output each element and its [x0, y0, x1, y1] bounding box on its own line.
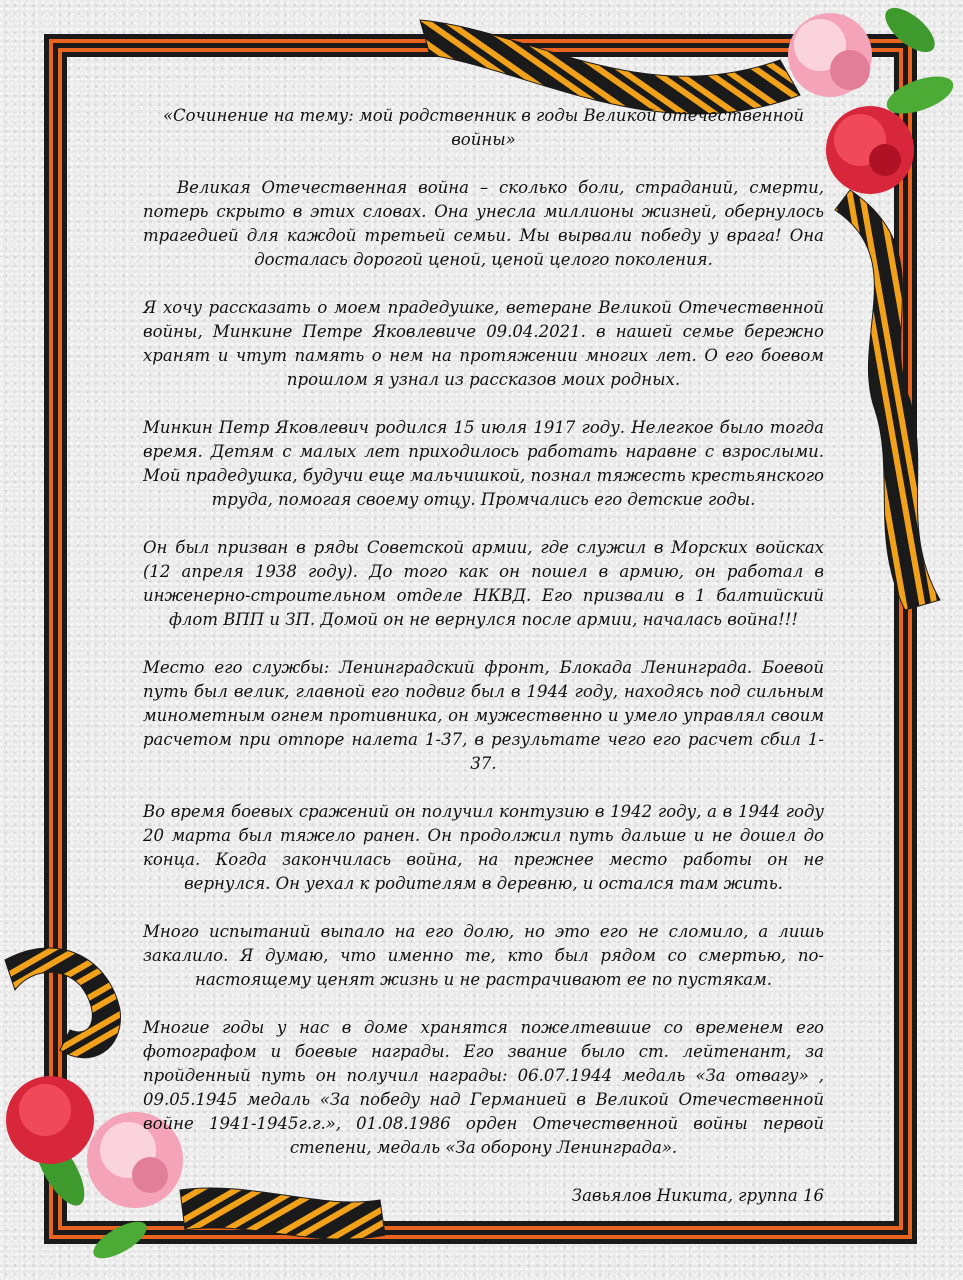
essay-paragraph: Место его службы: Ленинградский фронт, Блокада Ленинграда. Боевой путь был велик, главной его подвиг был в 1944 году, находясь под сильным минометным огнем противника, он мужественно и умело управлял своим расчетом при отпоре налета 1-37, в результате чего его расчет сбил 1-37. [143, 658, 824, 773]
essay-title: «Сочинение на тему: мой родственник в годы Великой отечественной войны» [162, 106, 805, 149]
essay-paragraph: Минкин Петр Яковлевич родился 15 июля 1917 году. Нелегкое было тогда время. Детям с малых лет приходилось работать наравне с взрослыми. Мой прадедушка, будучи еще мальчишкой, познал тяжесть крестьянского труда, помогая своему отцу. Промчались его детские годы. [143, 418, 824, 509]
essay-body [143, 104, 824, 1232]
carnation-icon [826, 106, 914, 194]
essay-paragraph: Великая Отечественная война – сколько боли, страданий, смерти, потерь скрыто в этих словах. Она унесла миллионы жизней, обернулось трагедией для каждой третьей семьи. Мы вырвали победу у врага! Она досталась дорогой ценой, ценой целого поколения. [143, 178, 824, 269]
essay-signature: Завьялов Никита, группа 16 [571, 1186, 824, 1205]
essay-paragraph: Он был призван в ряды Советской армии, где служил в Морских войсках (12 апреля 1938 году). До того как он пошел в армию, он работал в инженерно-строительном отделе НКВД. Его призвали в 1 балтийский флот ВПП и ЗП. Домой он не вернулся после армии, началась война!!! [143, 538, 824, 629]
essay-paragraph: Во время боевых сражений он получил контузию в 1942 году, а в 1944 году 20 марта был тяжело ранен. Он продолжил путь дальше и не дошел до конца. Когда закончилась война, на прежнее место работы он не вернулся. Он уехал к родителям в деревню, и остался там жить. [143, 802, 824, 893]
carnation-icon [788, 13, 872, 97]
essay-paragraph: Много испытаний выпало на его долю, но это его не сломило, а лишь закалило. Я думаю, что именно те, кто был рядом со смертью, по-настоящему ценят жизнь и не растрачивают ее по пустякам. [143, 922, 824, 989]
essay-paragraph: Я хочу рассказать о моем прадедушке, ветеране Великой Отечественной войны, Минкине Петре Яковлевиче 09.04.2021. в нашей семье бережно хранят и чтут память о нем на протяжении многих лет. О его боевом прошлом я узнал из рассказов моих родных. [143, 298, 824, 389]
essay-paragraph: Многие годы у нас в доме хранятся пожелтевшие со временем его фотографом и боевые награды. Его звание было ст. лейтенант, за пройденный путь он получил награды: 06.07.1944 медаль «За отвагу» , 09.05.1945 медаль «За победу над Германией в Великой Отечественной войне 1941-1945г.г.», 01.08.1986 орден Отечественной войны первой степени, медаль «За оборону Ленинграда». [143, 1018, 824, 1157]
carnation-icon [6, 1076, 94, 1164]
